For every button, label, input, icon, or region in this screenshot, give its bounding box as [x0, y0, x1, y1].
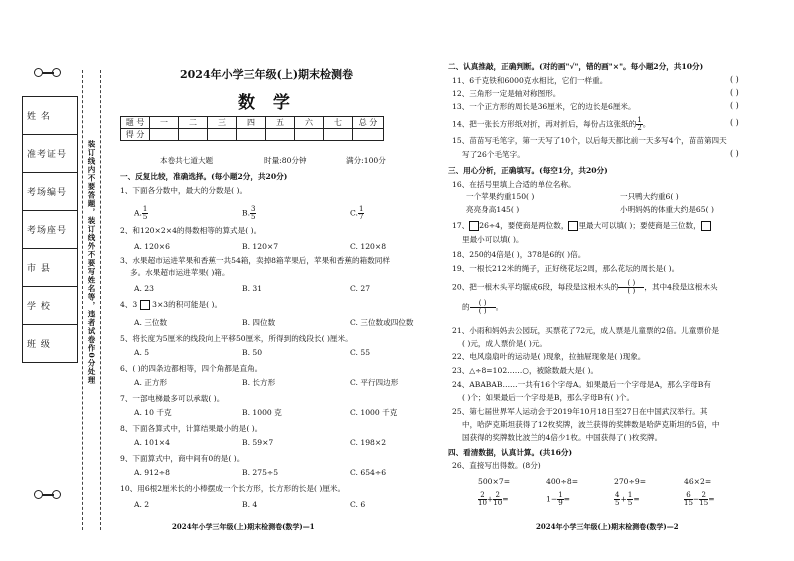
fraction: $\frac{1}{7}$	[358, 205, 364, 221]
question-8: 8、下面各算式中，计算结果最小的是( )。	[120, 424, 263, 433]
q2-option-c[interactable]: C. 120×8	[350, 242, 387, 251]
question-6: 6、( )的四条边都相等，四个角都是直角。	[120, 364, 263, 373]
score-header-cell: 六	[295, 117, 324, 129]
exam-info-time: 时量:80分钟	[264, 156, 307, 165]
q8-option-c[interactable]: C. 198×2	[350, 438, 387, 447]
q9-option-c[interactable]: C. 654÷6	[350, 468, 387, 477]
question-26: 26、直接写出得数。(8分)	[452, 461, 541, 470]
calc-fraction-item[interactable]: $\frac{4}{5}$ + $\frac{1}{5}$ =	[615, 491, 640, 507]
school-box[interactable]	[22, 287, 78, 325]
question-3-line-1: 3、水果超市运进苹果和香蕉一共54箱，卖掉8箱苹果后，苹果和香蕉的箱数同样	[120, 256, 390, 265]
score-cell[interactable]	[353, 129, 384, 141]
subject-title: 数 学	[238, 93, 296, 113]
score-header-cell: 四	[237, 117, 266, 129]
q16-blank-height[interactable]: 亮亮身高145( )	[466, 205, 520, 214]
binding-line-1	[82, 70, 83, 530]
blank-box[interactable]	[469, 221, 479, 231]
q1-option-c[interactable]: C. $\frac{1}{7}$	[350, 205, 364, 221]
score-cell[interactable]	[237, 129, 266, 141]
answer-paren-12[interactable]: ( )	[730, 88, 739, 97]
city-county-box[interactable]	[22, 249, 78, 287]
question-18: 18、250的4倍是( )，378是6的( )倍。	[452, 250, 586, 259]
q8-option-a[interactable]: A. 101×4	[134, 438, 170, 447]
room-number-box[interactable]	[22, 173, 78, 211]
seat-number-label: 考场座号	[27, 226, 68, 236]
question-16: 16、在括号里填上合适的单位名称。	[452, 180, 576, 189]
q5-option-a[interactable]: A. 5	[134, 348, 150, 357]
score-cell[interactable]	[324, 129, 353, 141]
binding-ring-bar	[42, 72, 54, 74]
calc-item[interactable]: 400÷8=	[546, 477, 579, 486]
q6-option-b[interactable]: B. 长方形	[242, 378, 276, 387]
score-header-cell: 五	[266, 117, 295, 129]
question-7: 7、一部电梯最多可以承载( )。	[120, 394, 225, 403]
question-25-line-1: 25、第七届世界军人运动会于2019年10月18日至27日在中国武汉举行。其	[452, 407, 708, 416]
section-1-heading: 一、反复比较，准确选择。(每小题2分，共20分)	[120, 172, 288, 181]
q4-option-a[interactable]: A. 三位数	[134, 318, 168, 327]
q3-option-c[interactable]: C. 27	[350, 284, 371, 293]
question-20-line-2: 的 $\frac{( )}{( )}$ 。	[462, 299, 504, 315]
binding-warning: 装订线内不要答题，装订线外不要写姓名等，违者试卷作0分处理	[87, 140, 96, 385]
name-box[interactable]	[22, 97, 78, 135]
q10-option-b[interactable]: B. 4	[242, 500, 258, 509]
score-row-label: 得 分	[121, 129, 150, 141]
q16-blank-weight[interactable]: 小明妈妈的体重大约是65( )	[620, 205, 714, 214]
score-cell[interactable]	[179, 129, 208, 141]
q9-option-a[interactable]: A. 912÷8	[134, 468, 170, 477]
room-number-label: 考场编号	[27, 188, 68, 198]
question-17: 17、 26÷4，要使商是两位数， 里最大可以填( )；要使商是三位数，	[452, 221, 711, 231]
question-15-line-1: 15、苗苗写毛笔字，第一天写了10个，以后每天都比前一天多写4个，苗苗第四天	[452, 136, 727, 145]
q16-blank-duck[interactable]: 一只鸭大约重6( )	[620, 192, 679, 201]
score-header-cell: 七	[324, 117, 353, 129]
q2-option-a[interactable]: A. 120×6	[134, 242, 170, 251]
question-24-line-1: 24、ABABAB……一共有16个字母A。如果最后一个字母是A，那么字母B有	[452, 380, 711, 389]
binding-line-2	[100, 70, 101, 530]
q16-blank-apple[interactable]: 一个苹果约重150( )	[466, 192, 535, 201]
calc-item[interactable]: 500×7=	[478, 477, 511, 486]
exam-id-box[interactable]	[22, 135, 78, 173]
exam-id-label: 准考证号	[27, 150, 68, 160]
question-2: 2、和120×2×4的得数相等的算式是( )。	[120, 226, 262, 235]
score-header-cell: 题 号	[121, 117, 150, 129]
q1-option-a[interactable]: A. $\frac{1}{5}$	[134, 205, 148, 221]
question-9: 9、下面算式中，商中间有0的是( )。	[120, 454, 245, 463]
class-label: 班 级	[27, 340, 51, 350]
question-21-line-1: 21、小雨和妈妈去公园玩，买票花了72元，成人票是儿童票的2倍。儿童票价是	[452, 326, 720, 335]
q1-option-b[interactable]: B. $\frac{3}{5}$	[242, 205, 256, 221]
score-cell[interactable]	[266, 129, 295, 141]
score-table	[120, 116, 384, 141]
question-23: 23、△÷8=102……○，被除数最大是( )。	[452, 366, 599, 375]
school-label: 学 校	[27, 302, 51, 312]
name-label: 姓 名	[27, 112, 51, 122]
question-19: 19、一根长212米的绳子，正好绕花坛2周，那么花坛的周长是( )。	[452, 264, 680, 273]
question-3-line-2: 多。水果超市运进苹果( )箱。	[130, 268, 230, 277]
section-2-heading: 二、认真推敲，正确判断。(对的画"√"，错的画"×"。每小题2分，共10分)	[448, 62, 704, 71]
question-14: 14、把一张长方形纸对折，再对折后，每份占这张纸的 $\frac{1}{2}$ 。	[452, 116, 651, 132]
calc-fraction-item[interactable]: $\frac{6}{15}$ − $\frac{2}{15}$ =	[684, 491, 715, 507]
fraction: $\frac{1}{2}$	[637, 116, 642, 132]
calc-item[interactable]: 46×2=	[684, 477, 712, 486]
question-10: 10、用6根2厘米长的小棒摆成一个长方形，长方形的长是( )厘米。	[120, 484, 346, 493]
q9-option-b[interactable]: B. 275÷5	[242, 468, 279, 477]
question-5: 5、将长度为5厘米的线段向上平移50厘米，所得到的线段长( )厘米。	[120, 334, 353, 343]
question-17-line-2: 里最小可以填( )。	[462, 235, 524, 244]
q5-option-c[interactable]: C. 55	[350, 348, 371, 357]
q7-option-b[interactable]: B. 1000 克	[242, 408, 282, 417]
section-4-heading: 四、看清数据，认真计算。(共16分)	[448, 448, 573, 457]
question-11: 11、6千克铁和6000克水相比，它们一样重。	[452, 76, 608, 85]
q4-option-c[interactable]: C. 三位数或四位数	[350, 318, 414, 327]
question-1: 1、下面各分数中，最大的分数是( )。	[120, 186, 248, 195]
q8-option-b[interactable]: B. 59×7	[242, 438, 274, 447]
q10-option-c[interactable]: C. 6	[350, 500, 366, 509]
calc-fraction-item[interactable]: $\frac{2}{10}$ + $\frac{2}{10}$ =	[478, 491, 509, 507]
calc-fraction-item[interactable]: 1− $\frac{1}{9}$ =	[546, 491, 571, 507]
question-12: 12、三角形一定是轴对称图形。	[452, 89, 561, 98]
q6-option-a[interactable]: A. 正方形	[134, 378, 168, 387]
score-header-cell: 总 分	[353, 117, 384, 129]
score-cell[interactable]	[208, 129, 237, 141]
blank-box[interactable]	[568, 221, 578, 231]
fraction: $\frac{1}{5}$	[142, 205, 148, 221]
q7-option-a[interactable]: A. 10 千克	[134, 408, 172, 417]
score-cell[interactable]	[150, 129, 179, 141]
score-header-cell: 三	[208, 117, 237, 129]
seat-number-box[interactable]	[22, 211, 78, 249]
question-4: 4、3 3×3的积可能是( )。	[120, 300, 223, 309]
question-25-line-3: 国获得的奖牌数比波兰的4倍少1枚。中国获得了( )枚奖牌。	[462, 433, 663, 442]
exam-info-sections: 本卷共七道大题	[160, 156, 214, 165]
question-20: 20、把一根木头平均锯成6段，每段是这根木头的 $\frac{( )}{( )}$ ，其中4段是这根木头	[452, 279, 718, 295]
score-header-cell: 二	[179, 117, 208, 129]
answer-paren-13[interactable]: ( )	[730, 101, 739, 110]
question-15-line-2: 写了26个毛笔字。	[462, 150, 525, 159]
blank-box[interactable]	[140, 300, 150, 310]
page-footer-2: 2024年小学三年级(上)期末检测卷(数学)—2	[536, 522, 679, 531]
answer-paren-11[interactable]: ( )	[730, 75, 739, 84]
question-25-line-2: 中，哈萨克斯坦获得了12枚奖牌，波兰获得的奖牌数是哈萨克斯坦的5倍，中	[462, 420, 720, 429]
student-info-strip	[22, 96, 78, 537]
q3-option-a[interactable]: A. 23	[134, 284, 154, 293]
q7-option-c[interactable]: C. 1000 千克	[350, 408, 398, 417]
question-21-line-2: ( )元，成人票价是( )元。	[462, 339, 548, 348]
answer-paren-15[interactable]: ( )	[730, 149, 739, 158]
blank-box[interactable]	[701, 221, 711, 231]
question-22: 22、电风扇扇叶的运动是( )现象，拉抽屉现象是( )现象。	[452, 352, 646, 361]
answer-paren-14[interactable]: ( )	[730, 118, 739, 127]
fraction-blank[interactable]: $\frac{( )}{( )}$	[618, 280, 644, 295]
score-header-cell: 一	[150, 117, 179, 129]
q5-option-b[interactable]: B. 50	[242, 348, 263, 357]
exam-title: 2024年小学三年级(上)期末检测卷	[180, 68, 354, 81]
score-cell[interactable]	[295, 129, 324, 141]
q6-option-c[interactable]: C. 平行四边形	[350, 378, 399, 387]
class-box[interactable]	[22, 325, 78, 363]
fraction-blank[interactable]: $\frac{( )}{( )}$	[470, 300, 496, 315]
question-24-line-2: ( )个；如果最后一个字母是B，那么字母B有( )个。	[462, 393, 635, 402]
section-3-heading: 三、用心分析，正确填写。(每空1分，共20分)	[448, 166, 608, 175]
question-13: 13、一个正方形的周长是36厘米，它的边长是6厘米。	[452, 102, 636, 111]
q2-option-b[interactable]: B. 120×7	[242, 242, 279, 251]
q3-option-b[interactable]: B. 31	[242, 284, 263, 293]
calc-item[interactable]: 270÷9=	[614, 477, 647, 486]
fraction: $\frac{3}{5}$	[251, 205, 256, 221]
page-footer-1: 2024年小学三年级(上)期末检测卷(数学)—1	[172, 522, 315, 531]
q10-option-a[interactable]: A. 2	[134, 500, 150, 509]
exam-info-score: 满分:100分	[346, 156, 386, 165]
city-county-label: 市 县	[27, 264, 51, 274]
q4-option-b[interactable]: B. 四位数	[242, 318, 276, 327]
